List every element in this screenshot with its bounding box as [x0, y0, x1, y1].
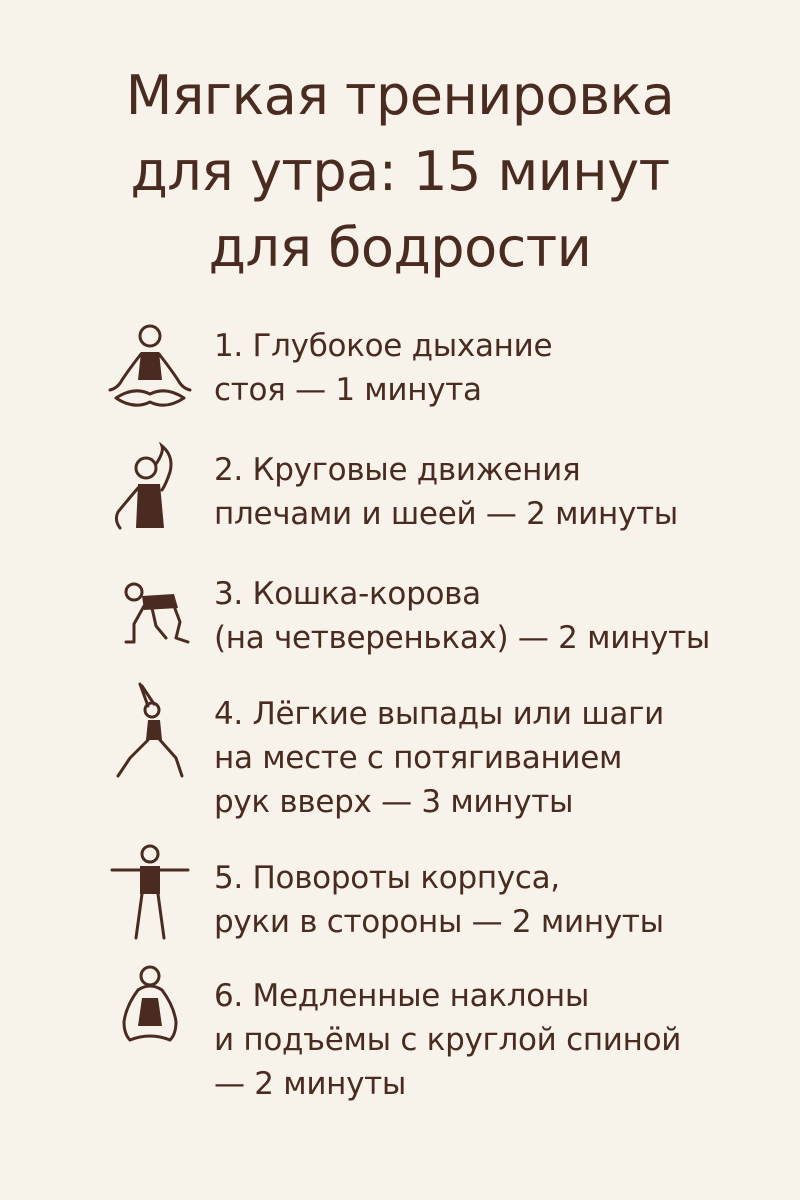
exercise-line: плечами и шеей — 2 минуты	[214, 496, 678, 532]
title-line-1: Мягкая тренировка	[125, 64, 675, 127]
exercise-line: и подъёмы с круглой спиной	[214, 1022, 682, 1058]
exercise-line: на месте с потягиванием	[214, 740, 623, 776]
arms-out-icon	[104, 844, 196, 944]
exercise-text-3	[214, 572, 774, 660]
exercise-line: 3. Кошка-корова	[214, 576, 481, 612]
exercise-text-1	[214, 324, 774, 412]
page-title	[40, 58, 760, 286]
exercise-line: 6. Медленные наклоны	[214, 978, 590, 1014]
exercise-text-6	[214, 974, 774, 1106]
title-line-3: для бодрости	[208, 216, 592, 279]
exercise-line: 5. Повороты корпуса,	[214, 860, 560, 896]
title-line-2: для утра: 15 минут	[130, 140, 670, 203]
exercise-text-4	[214, 692, 774, 824]
exercise-line: 4. Лёгкие выпады или шаги	[214, 696, 664, 732]
exercise-line: руки в стороны — 2 минуты	[214, 904, 664, 940]
exercise-text-2	[214, 448, 774, 536]
exercise-line: — 2 минуты	[214, 1066, 407, 1102]
exercise-line: стоя — 1 минута	[214, 372, 482, 408]
cat-cow-icon	[104, 566, 196, 666]
exercise-line: 2. Круговые движения	[214, 452, 581, 488]
bend-icon	[104, 962, 196, 1062]
exercise-line: рук вверх — 3 минуты	[214, 784, 574, 820]
seated-meditation-icon	[104, 318, 196, 418]
exercise-line: (на четвереньках) — 2 минуты	[214, 620, 711, 656]
exercise-line: 1. Глубокое дыхание	[214, 328, 553, 364]
exercise-text-5	[214, 856, 774, 944]
neck-stretch-icon	[104, 442, 196, 542]
lunge-icon	[104, 682, 196, 782]
